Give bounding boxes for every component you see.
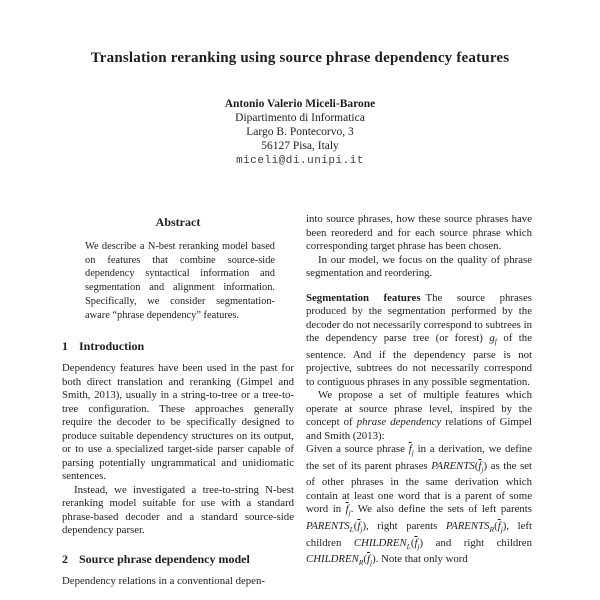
abstract-heading: Abstract — [155, 215, 201, 229]
author-address: Largo B. Pontecorvo, 3 — [246, 126, 354, 138]
author-affiliation: Dipartimento di Informatica — [235, 112, 365, 124]
section-2-heading — [62, 552, 294, 567]
author-block — [0, 97, 600, 168]
segmentation-features-paragraph: Segmentation features The source phrases produced by the segmentation performed by the decoder do not necessarily correspond to subtrees in the dependency parse tree (or forest) $g_f$ of the sentence. And if the dependency parse is not projective, subtrees do not necessarily correspond to contiguous phrases in any possible segmentation. — [306, 291, 532, 388]
right-paragraph-2: In our model, we focus on the quality of phrase segmentation and reordering. — [306, 253, 532, 279]
section-2-title: Source phrase dependency model — [79, 551, 250, 566]
right-paragraph-1: into source phrases, how these source phrases have been reorederd and for each source phrase which corresponding target phrase has been chosen. — [306, 213, 532, 252]
left-column — [62, 213, 294, 600]
right-paragraph-4: We propose a set of multiple features which operate at source phrase level, inspired by the concept of phrase dependency relations of Gimpel and Smith (2013): — [306, 389, 532, 442]
abstract-body: We describe a N-best reranking model based on features that combine source-side dependency syntactical information and segmentation and alignment information. Specifically, we consider segmentation-aware “phrase dependency” features. — [85, 241, 275, 321]
model-paragraph-1: Dependency relations in a conventional depen- — [62, 574, 265, 587]
author-email: miceli@di.unipi.it — [236, 155, 364, 167]
section-2-number: 2 — [62, 551, 68, 566]
author-city: 56127 Pisa, Italy — [261, 140, 339, 152]
intro-paragraph-2: Instead, we investigated a tree-to-string N-best reranking model suitable for use with a standard phrase-based decoder and a standard source-side dependency parser. — [62, 483, 294, 537]
right-column — [306, 213, 532, 600]
paper-title: Translation reranking using source phrase dependency features — [90, 50, 510, 66]
right-paragraph-5: Given a source phrase $\overline{f}_j$ in a derivation, we define the set of its parent phrases $PARENTS(\overline{f}_j)$ as the set of other phrases in the same derivation which contain at least one word that is a parent of some word in $\overline{f}_j$. We also define the sets of left parents $PARENTS_L(\overline{f}_j)$, right parents $PARENTS_R(\overline{f}_j)$, left children $CHILDREN_L(\overline{f}_j)$ and right children $CHILDREN_R(\overline{f}_j)$. Note that only word — [306, 443, 532, 568]
intro-paragraph-1: Dependency features have been used in the past for both direct translation and reranking (Gimpel and Smith, 2013), usually in a string-to-tree or a tree-to-tree configuration. These approaches generally require the decoder to be specifically designed to produce suitable dependency structures on its output, or to use a specialized target-side parser capable of parsing potentially ungrammatical and unidiomatic sentences. — [62, 362, 294, 483]
author-name: Antonio Valerio Miceli-Barone — [224, 98, 376, 110]
section-1-number: 1 — [62, 339, 68, 354]
section-1-title: Introduction — [79, 339, 145, 354]
section-1-heading — [62, 339, 294, 354]
